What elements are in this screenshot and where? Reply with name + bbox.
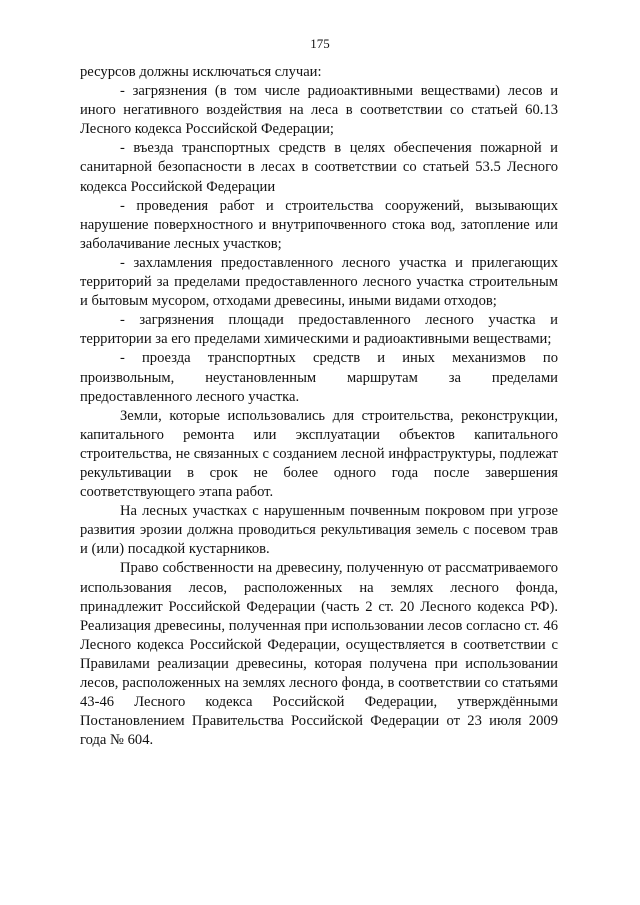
paragraph-continuation: ресурсов должны исключаться случаи:: [80, 64, 322, 80]
list-item-vehicle-passage: - проезда транспортных средств и иных механизмов по произвольным, неустановленным маршрутам за пределами предоставленного лесного участка.: [80, 350, 558, 405]
list-item-pollution: - загрязнения (в том числе радиоактивными веществами) лесов и иного негативного воздействия на леса в соответствии со статьей 60.13 Лесного кодекса Российской Федерации;: [80, 83, 558, 138]
list-item-chemical-contamination: - загрязнения площади предоставленного лесного участка и территории за его пределами химическими и радиоактивными веществами;: [80, 312, 558, 348]
list-item-littering: - захламления предоставленного лесного участка и прилегающих территорий за пределами предоставленного лесного участка строительным и бытовым мусором, отходами древесины, иными видами отходов;: [80, 254, 558, 310]
paragraph-land-recultivation: Земли, которые использовались для строительства, реконструкции, капитального ремонта или эксплуатации объектов капитального строительства, не связанных с созданием лесной инфраструктуры, подлежат рекультивации в срок не более одного года после завершения соответствующего этапа работ.: [80, 407, 558, 501]
list-item-construction: - проведения работ и строительства сооружений, вызывающих нарушение поверхностного и внутрипочвенного стока вод, затопление или заболачивание лесных участков;: [80, 197, 558, 252]
list-item-vehicle-entry: - въезда транспортных средств в целях обеспечения пожарной и санитарной безопасности в лесах в соответствии со статьей 53.5 Лесного кодекса Российской Федерации: [80, 140, 558, 195]
document-body: [80, 63, 558, 750]
paragraph-erosion: На лесных участках с нарушенным почвенным покровом при угрозе развития эрозии должна проводиться рекультивация земель с посевом трав и (или) посадкой кустарников.: [80, 503, 558, 558]
page-number: 175: [310, 36, 330, 51]
paragraph-timber-ownership: Право собственности на древесину, полученную от рассматриваемого использования лесов, расположенных на землях лесного фонда, принадлежит Российской Федерации (часть 2 ст. 20 Лесного кодекса РФ). Реализация древесины, полученная при использовании лесов согласно ст. 46 Лесного кодекса Российской Федерации, осуществляется в соответствии с Правилами реализации древесины, которая получена при использовании лесов, расположенных на землях лесного фонда, в соответствии со статьями 43-46 Лесного кодекса Российской Федерации, утверждёнными Постановлением Правительства Российской Федерации от 23 июля 2009 года № 604.: [80, 560, 558, 749]
